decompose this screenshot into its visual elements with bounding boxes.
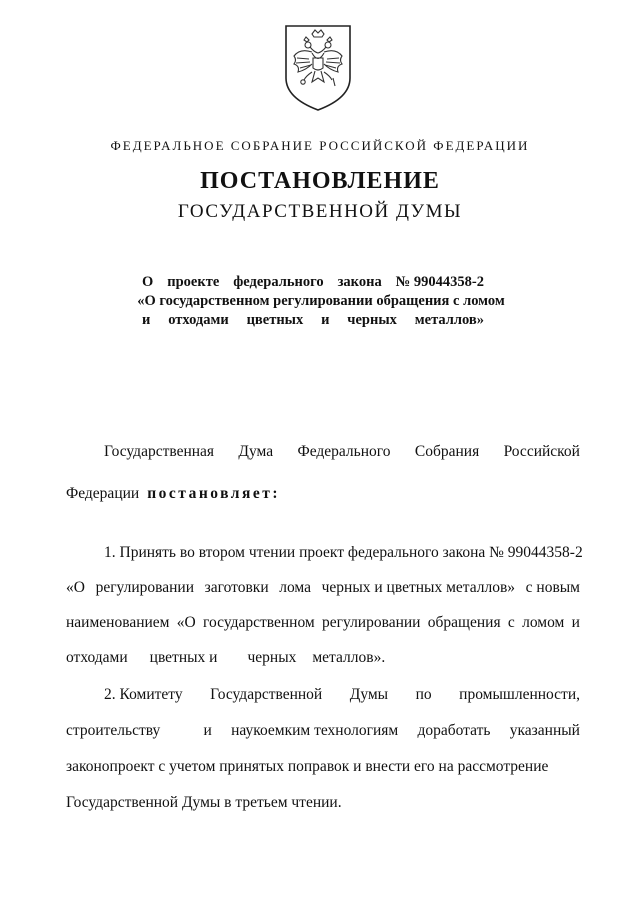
line-text: законопроект с учетом принятых поправок и внести его на рассмотрение: [66, 758, 549, 775]
word: Государственная: [104, 443, 215, 460]
word: указанный: [509, 722, 580, 739]
document-type-title: ПОСТАНОВЛЕНИЕ: [200, 168, 440, 194]
word: Государственной: [210, 686, 323, 703]
text-line: [66, 649, 580, 667]
word: обращения: [427, 614, 501, 631]
subject-word: и: [142, 312, 151, 328]
word: Федерального: [297, 443, 391, 460]
resolves-emphasis: постановляет:: [147, 485, 281, 502]
word: Думы: [349, 686, 389, 703]
word: металлов».: [312, 649, 386, 666]
subject-line-2: [128, 292, 514, 311]
word: черных: [247, 649, 297, 666]
word: отходами: [66, 649, 128, 666]
subject-word: О: [142, 274, 154, 290]
word: 2. Комитету: [104, 686, 183, 703]
subject-line-1: [128, 273, 514, 292]
text-line: [66, 614, 580, 632]
subject-line-3: [128, 311, 514, 330]
subject-word: цветных: [246, 312, 304, 328]
word: наукоемким технологиям: [231, 722, 399, 739]
word: и: [203, 722, 212, 739]
text-line: [66, 485, 580, 503]
word: Федерации: [66, 485, 140, 502]
subject-word: черных: [347, 312, 397, 328]
word: строительству: [66, 722, 161, 739]
organization-heading: ФЕДЕРАЛЬНОЕ СОБРАНИЕ РОССИЙСКОЙ ФЕДЕРАЦИИ: [110, 138, 530, 153]
word: государственном: [203, 614, 315, 631]
text-line: [66, 686, 580, 704]
word: черных и цветных металлов»: [321, 579, 516, 596]
text-line: [66, 722, 580, 740]
text-line: [66, 758, 580, 776]
resolution-item-2: [66, 686, 580, 812]
subject-word: федерального: [233, 274, 324, 290]
preamble-paragraph: [66, 443, 580, 503]
resolution-item-1: [66, 544, 583, 667]
word: «О: [176, 614, 196, 631]
line-text: 1. Принять во втором чтении проект федерального закона № 99044358-2: [104, 544, 583, 561]
text-line: [66, 579, 580, 597]
word: ломом: [522, 614, 565, 631]
word: Российской: [503, 443, 580, 460]
word: регулировании: [322, 614, 421, 631]
subject-word: закона: [337, 274, 382, 290]
subject-word: отходами: [168, 312, 229, 328]
bill-number: № 99044358-2: [395, 274, 484, 290]
word: с новым: [525, 579, 580, 596]
word: Собрания: [414, 443, 480, 460]
word: и: [571, 614, 580, 631]
word: лома: [279, 579, 312, 596]
document-issuer-title: ГОСУДАРСТВЕННОЙ ДУМЫ: [177, 201, 463, 222]
word: наименованием: [66, 614, 170, 631]
word: Дума: [238, 443, 274, 460]
subject-word: металлов»: [414, 312, 484, 328]
word: цветных и: [149, 649, 218, 666]
word: «О: [66, 579, 85, 596]
subject-text: «О государственном регулировании обращения с ломом: [137, 293, 505, 309]
word: промышленности,: [459, 686, 580, 703]
coat-of-arms-emblem: [282, 22, 354, 114]
word: регулировании: [95, 579, 195, 596]
text-line: [66, 794, 580, 812]
word: заготовки: [204, 579, 269, 596]
word: доработать: [417, 722, 491, 739]
word: с: [507, 614, 515, 631]
document-subject: [128, 273, 514, 330]
line-text: Государственной Думы в третьем чтении.: [66, 794, 342, 811]
text-line: [66, 544, 583, 562]
subject-word: и: [321, 312, 330, 328]
subject-word: проекте: [167, 274, 220, 290]
word: по: [415, 686, 432, 703]
text-line: [66, 443, 580, 461]
